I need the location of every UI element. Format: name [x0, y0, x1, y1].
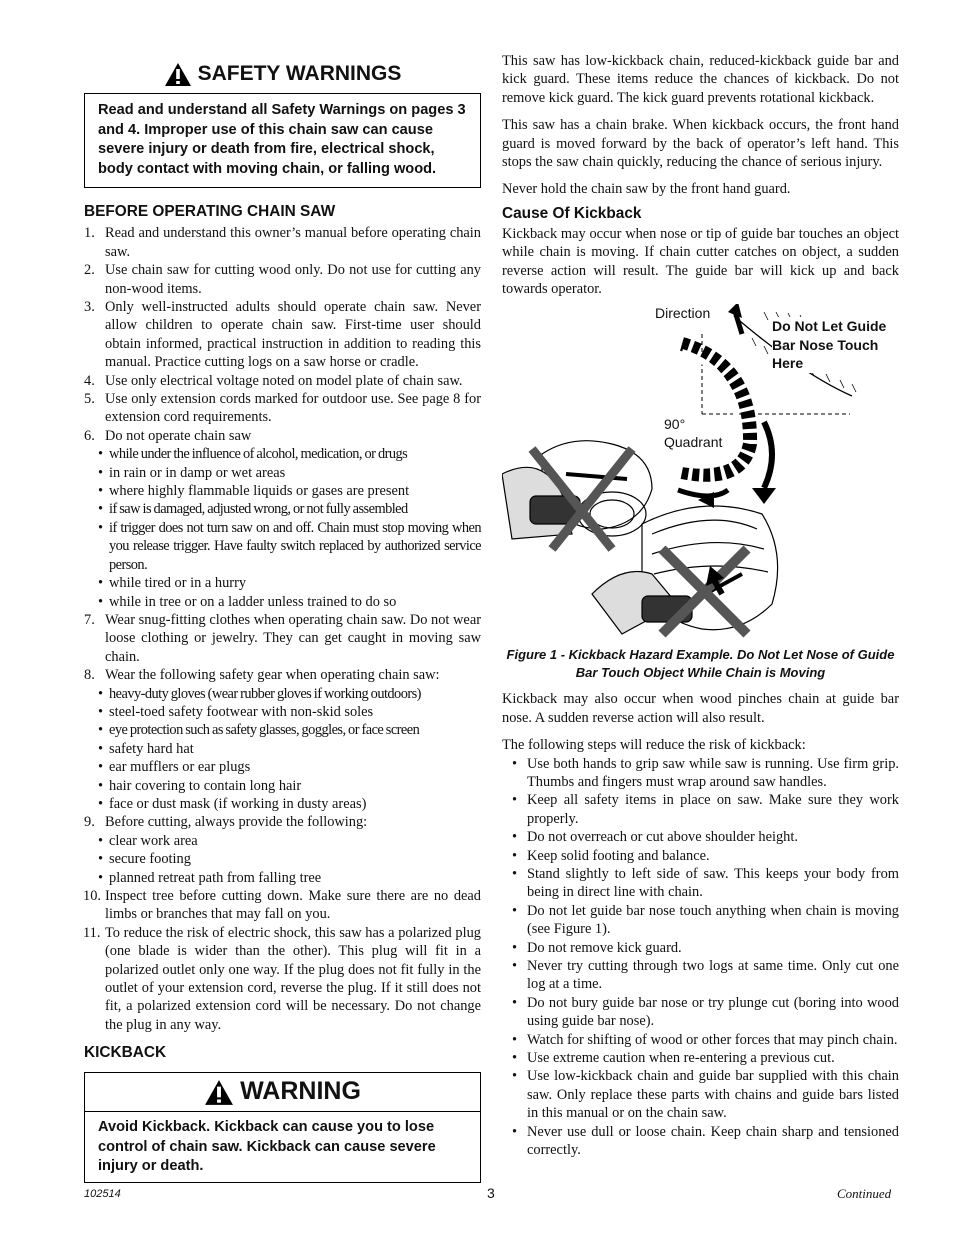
angle-label: 90° — [664, 416, 686, 433]
before-item — [84, 224, 481, 261]
item-number: 5. — [84, 391, 95, 408]
before-item — [84, 611, 481, 666]
warning-heading: WARNING — [240, 1077, 361, 1106]
kickback-step: • Keep all safety items in place on saw. Make sure they work properly. — [512, 791, 899, 828]
before-item — [84, 298, 481, 372]
bullet-item: • if saw is damaged, adjusted wrong, or not fully assembled — [98, 500, 481, 518]
before-item — [84, 390, 481, 427]
bullet-item: • ear mufflers or ear plugs — [98, 758, 481, 776]
bullet-list — [84, 832, 481, 887]
bullet-item: • while under the influence of alcohol, medication, or drugs — [98, 445, 481, 463]
quadrant-label: Quadrant — [664, 434, 723, 451]
safety-warning-box: Read and understand all Safety Warnings on pages 3 and 4. Improper use of this chain saw can cause severe injury or death from fire, electrical shock, body contact with moving chain, or falling wood. — [84, 93, 481, 188]
continued-label: Continued — [837, 1186, 892, 1201]
bullet-item: • clear work area — [98, 832, 481, 850]
kickback-step: • Keep solid footing and balance. — [512, 847, 899, 865]
before-item — [84, 924, 481, 1034]
before-item — [84, 261, 481, 298]
bullet-item: • eye protection such as safety glasses, goggles, or face screen — [98, 721, 481, 739]
bullet-item: • while in tree or on a ladder unless trained to do so — [98, 593, 481, 611]
item-text: Do not operate chain saw — [105, 427, 252, 444]
item-number: 9. — [84, 814, 95, 831]
bullet-item: • heavy-duty gloves (wear rubber gloves if working outdoors) — [98, 685, 481, 703]
item-number: 4. — [84, 372, 95, 389]
kickback-intro — [502, 52, 899, 199]
figure-caption: Figure 1 - Kickback Hazard Example. Do Not Let Nose of Guide Bar Touch Object While Chain is Moving — [506, 647, 895, 680]
kickback-step: • Stand slightly to left side of saw. This keeps your body from being in direct line with chain. — [512, 865, 899, 902]
item-number: 1. — [84, 225, 95, 242]
cause-of-kickback-heading: Cause Of Kickback — [502, 204, 642, 222]
item-text: Wear the following safety gear when operating chain saw: — [105, 667, 440, 684]
bullet-item: • where highly flammable liquids or gases are present — [98, 482, 481, 500]
warning-title — [85, 1073, 480, 1111]
bullet-item: • if trigger does not turn saw on and off. Chain must stop moving when you release trigger. Have faulty switch replaced by authorized service person. — [98, 519, 481, 574]
item-text: Use chain saw for cutting wood only. Do not use for cutting any non-wood items. — [105, 262, 481, 297]
kickback-step: • Do not let guide bar nose touch anything when chain is moving (see Figure 1). — [512, 902, 899, 939]
bullet-item: • while tired or in a hurry — [98, 574, 481, 592]
before-item — [84, 372, 481, 390]
bullet-item: • steel-toed safety footwear with non-skid soles — [98, 703, 481, 721]
item-number: 2. — [84, 262, 95, 279]
kickback-step: • Do not bury guide bar nose or try plunge cut (boring into wood using guide bar nose). — [512, 994, 899, 1031]
item-number: 3. — [84, 299, 95, 315]
bullet-item: • secure footing — [98, 850, 481, 868]
before-item — [84, 666, 481, 813]
intro-paragraph: Never hold the chain saw by the front hand guard. — [502, 181, 791, 198]
steps-intro: The following steps will reduce the risk of kickback: — [502, 737, 806, 754]
before-item — [84, 887, 481, 924]
item-text: Inspect tree before cutting down. Make sure there are no dead limbs or branches that may fall on you. — [105, 888, 481, 923]
item-number: 7. — [84, 611, 95, 628]
item-text: Before cutting, always provide the following: — [105, 814, 368, 831]
item-text: Use only electrical voltage noted on model plate of chain saw. — [105, 372, 463, 389]
item-number: 11. — [83, 924, 101, 941]
kickback-warning-box — [84, 1072, 481, 1183]
kickback-step: • Do not overreach or cut above shoulder height. — [512, 828, 899, 846]
item-number: 6. — [84, 427, 95, 444]
kickback-step: • Watch for shifting of wood or other forces that may pinch chain. — [512, 1031, 899, 1049]
warning-triangle-icon — [204, 1079, 234, 1106]
item-text: Use only extension cords marked for outdoor use. See page 8 for extension cord requirements. — [105, 391, 481, 426]
item-number: 8. — [84, 667, 95, 684]
kickback-step: • Use low-kickback chain and guide bar supplied with this chain saw. Only replace these parts with chains and guide bars listed in this manual or on the chain saw. — [512, 1067, 899, 1122]
before-item — [84, 813, 481, 887]
kickback-warning-text: Avoid Kickback. Kickback can cause you to lose control of chain saw. Kickback can cause severe injury or death. — [85, 1111, 480, 1182]
before-item — [84, 427, 481, 611]
cause-of-kickback-text: Kickback may occur when nose or tip of guide bar touches an object while chain is moving. If chain cutter catches on object, a sudden reverse action will result. The guide bar will kick up and back towards operator. — [502, 225, 899, 298]
pinch-text: Kickback may also occur when wood pinches chain at guide bar nose. A sudden reverse action will also result. — [502, 691, 899, 726]
bullet-item: • face or dust mask (if working in dusty areas) — [98, 795, 481, 813]
safety-warnings-title — [84, 58, 481, 90]
intro-paragraph: This saw has a chain brake. When kickback occurs, the front hand guard is moved forward by the back of operator’s left hand. This stops the saw chain quickly, reducing the chance of serious injury. — [502, 117, 899, 171]
nose-touch-label: Do Not Let Guide Bar Nose Touch Here — [772, 317, 902, 373]
item-text: Only well-instructed adults should operate chain saw. Never allow children to operate chain saw. First-time user should obtain informed, practical instruction in addition to reading this manual. Practice cutting logs on a saw horse or cradle. — [105, 299, 481, 371]
kickback-steps-list — [502, 755, 899, 1160]
kickback-step: • Never try cutting through two logs at same time. Only cut one log at a time. — [512, 957, 899, 994]
kickback-step: • Use extreme caution when re-entering a previous cut. — [512, 1049, 899, 1067]
item-text: Read and understand this owner’s manual before operating chain saw. — [105, 225, 481, 260]
kickback-figure — [502, 304, 899, 644]
kickback-heading: KICKBACK — [84, 1044, 167, 1062]
bullet-item: • in rain or in damp or wet areas — [98, 464, 481, 482]
warning-triangle-icon — [164, 62, 192, 87]
kickback-step: • Use both hands to grip saw while saw is running. Use firm grip. Thumbs and fingers must wrap around saw handles. — [512, 755, 899, 792]
kickback-step: • Do not remove kick guard. — [512, 939, 899, 957]
intro-paragraph: This saw has low-kickback chain, reduced-kickback guide bar and kick guard. These items reduce the chances of kickback. Do not remove kick guard. The kick guard prevents rotational kickback. — [502, 53, 899, 106]
bullet-list — [84, 685, 481, 814]
before-operating-list — [84, 224, 481, 1034]
document-code: 102514 — [84, 1188, 121, 1200]
item-text: To reduce the risk of electric shock, this saw has a polarized plug (one blade is wider than the other). This plug will fit in a polarized outlet only one way. If the plug does not fit fully in the outlet of your extension cord, reverse the plug. If it still does not fit, a polarized extension cord will be necessary. Do not change the plug in any way. — [105, 924, 481, 1033]
bullet-item: • planned retreat path from falling tree — [98, 869, 481, 887]
direction-label: Direction — [655, 305, 711, 322]
before-operating-heading: BEFORE OPERATING CHAIN SAW — [84, 203, 336, 221]
safety-warnings-heading: SAFETY WARNINGS — [197, 62, 402, 85]
page-number: 3 — [487, 1185, 495, 1201]
bullet-list — [84, 445, 481, 611]
kickback-step: • Never use dull or loose chain. Keep chain sharp and tensioned correctly. — [512, 1123, 899, 1160]
item-number: 10. — [83, 888, 101, 904]
item-text: Wear snug-fitting clothes when operating chain saw. Do not wear loose clothing or jewelry. They can get caught in moving saw chain. — [105, 611, 481, 665]
bullet-item: • safety hard hat — [98, 740, 481, 758]
bullet-item: • hair covering to contain long hair — [98, 777, 481, 795]
